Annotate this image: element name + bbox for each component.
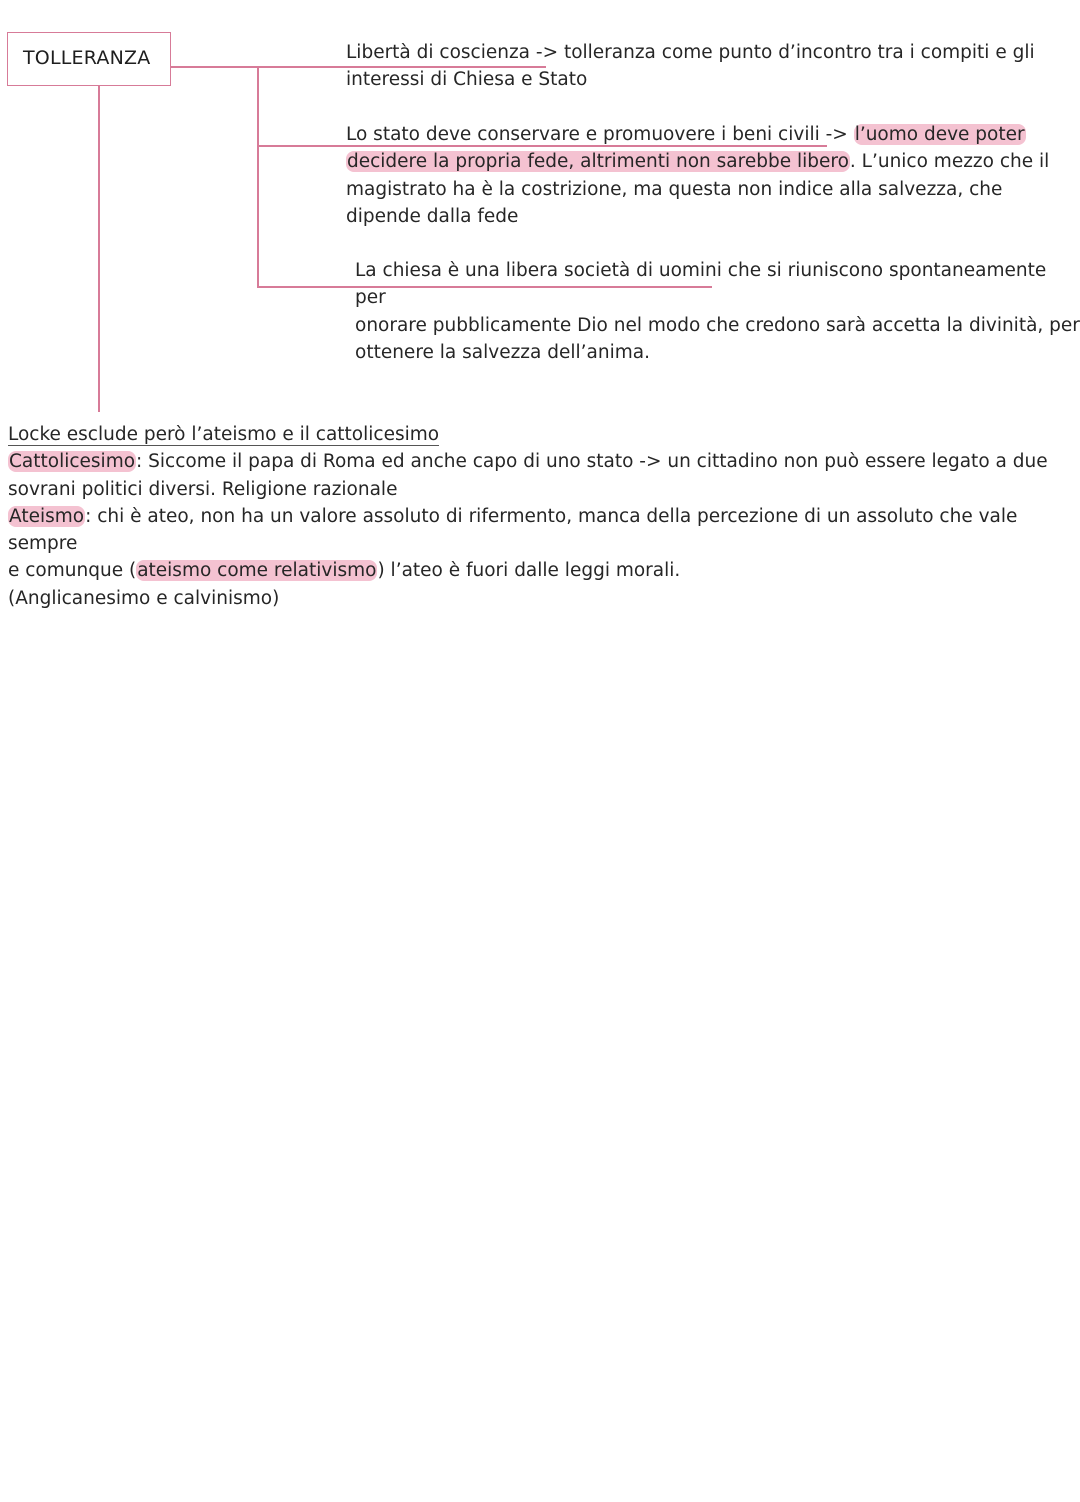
text-line: interessi di Chiesa e Stato xyxy=(346,69,588,91)
text-line: sovrani politici diversi. Religione razionale xyxy=(8,478,398,500)
highlight-relativismo: ateismo come relativismo xyxy=(137,560,377,582)
label-cattolicesimo: Cattolicesimo xyxy=(9,451,136,473)
highlight-uomo: l’uomo deve poter xyxy=(854,124,1025,145)
block-chiesa xyxy=(355,257,1080,366)
title-box: TOLLERANZA xyxy=(7,32,171,86)
text-line xyxy=(346,148,1049,175)
text-line xyxy=(8,503,1080,558)
text-line xyxy=(8,557,1080,584)
text-line xyxy=(346,121,1049,148)
text-plain: : chi è ateo, non ha un valore assoluto di rifermento, manca della percezione di un assoluto che vale sempre xyxy=(8,505,1018,555)
heading-locke: Locke esclude però l’ateismo e il cattolicesimo xyxy=(8,424,440,445)
text-line: ottenere la salvezza dell’anima. xyxy=(355,341,650,363)
text-line: dipende dalla fede xyxy=(346,205,519,227)
block-stato xyxy=(346,121,1049,230)
connector-vertical-branch xyxy=(257,66,259,287)
text-line: Libertà di coscienza -> tolleranza come punto d’incontro tra i compiti e gli xyxy=(346,42,1035,63)
text-line xyxy=(8,421,1080,448)
label-ateismo: Ateismo xyxy=(9,505,85,527)
block-esclusioni xyxy=(8,421,1080,612)
block-liberta-coscienza xyxy=(346,39,1035,94)
text-plain: : Siccome il papa di Roma ed anche capo di uno stato -> un cittadino non può essere legato a due xyxy=(136,451,1048,473)
text-line xyxy=(8,448,1080,475)
text-plain: ) l’ateo è fuori dalle leggi morali. xyxy=(377,560,681,582)
connector-vertical-down xyxy=(98,86,100,412)
text-line: (Anglicanesimo e calvinismo) xyxy=(8,587,280,609)
text-line: magistrato ha è la costrizione, ma questa non indice alla salvezza, che xyxy=(346,178,1003,200)
text-plain: Lo stato deve conservare e promuovere i beni civili -> xyxy=(346,124,854,145)
text-line: onorare pubblicamente Dio nel modo che credono sarà accetta la divinità, per xyxy=(355,314,1080,336)
text-line: La chiesa è una libera società di uomini che si riuniscono spontaneamente per xyxy=(355,260,1047,309)
text-plain: . L’unico mezzo che il xyxy=(849,151,1050,173)
text-plain: e comunque ( xyxy=(8,560,137,582)
highlight-fede: decidere la propria fede, altrimenti non sarebbe libero xyxy=(347,151,849,173)
